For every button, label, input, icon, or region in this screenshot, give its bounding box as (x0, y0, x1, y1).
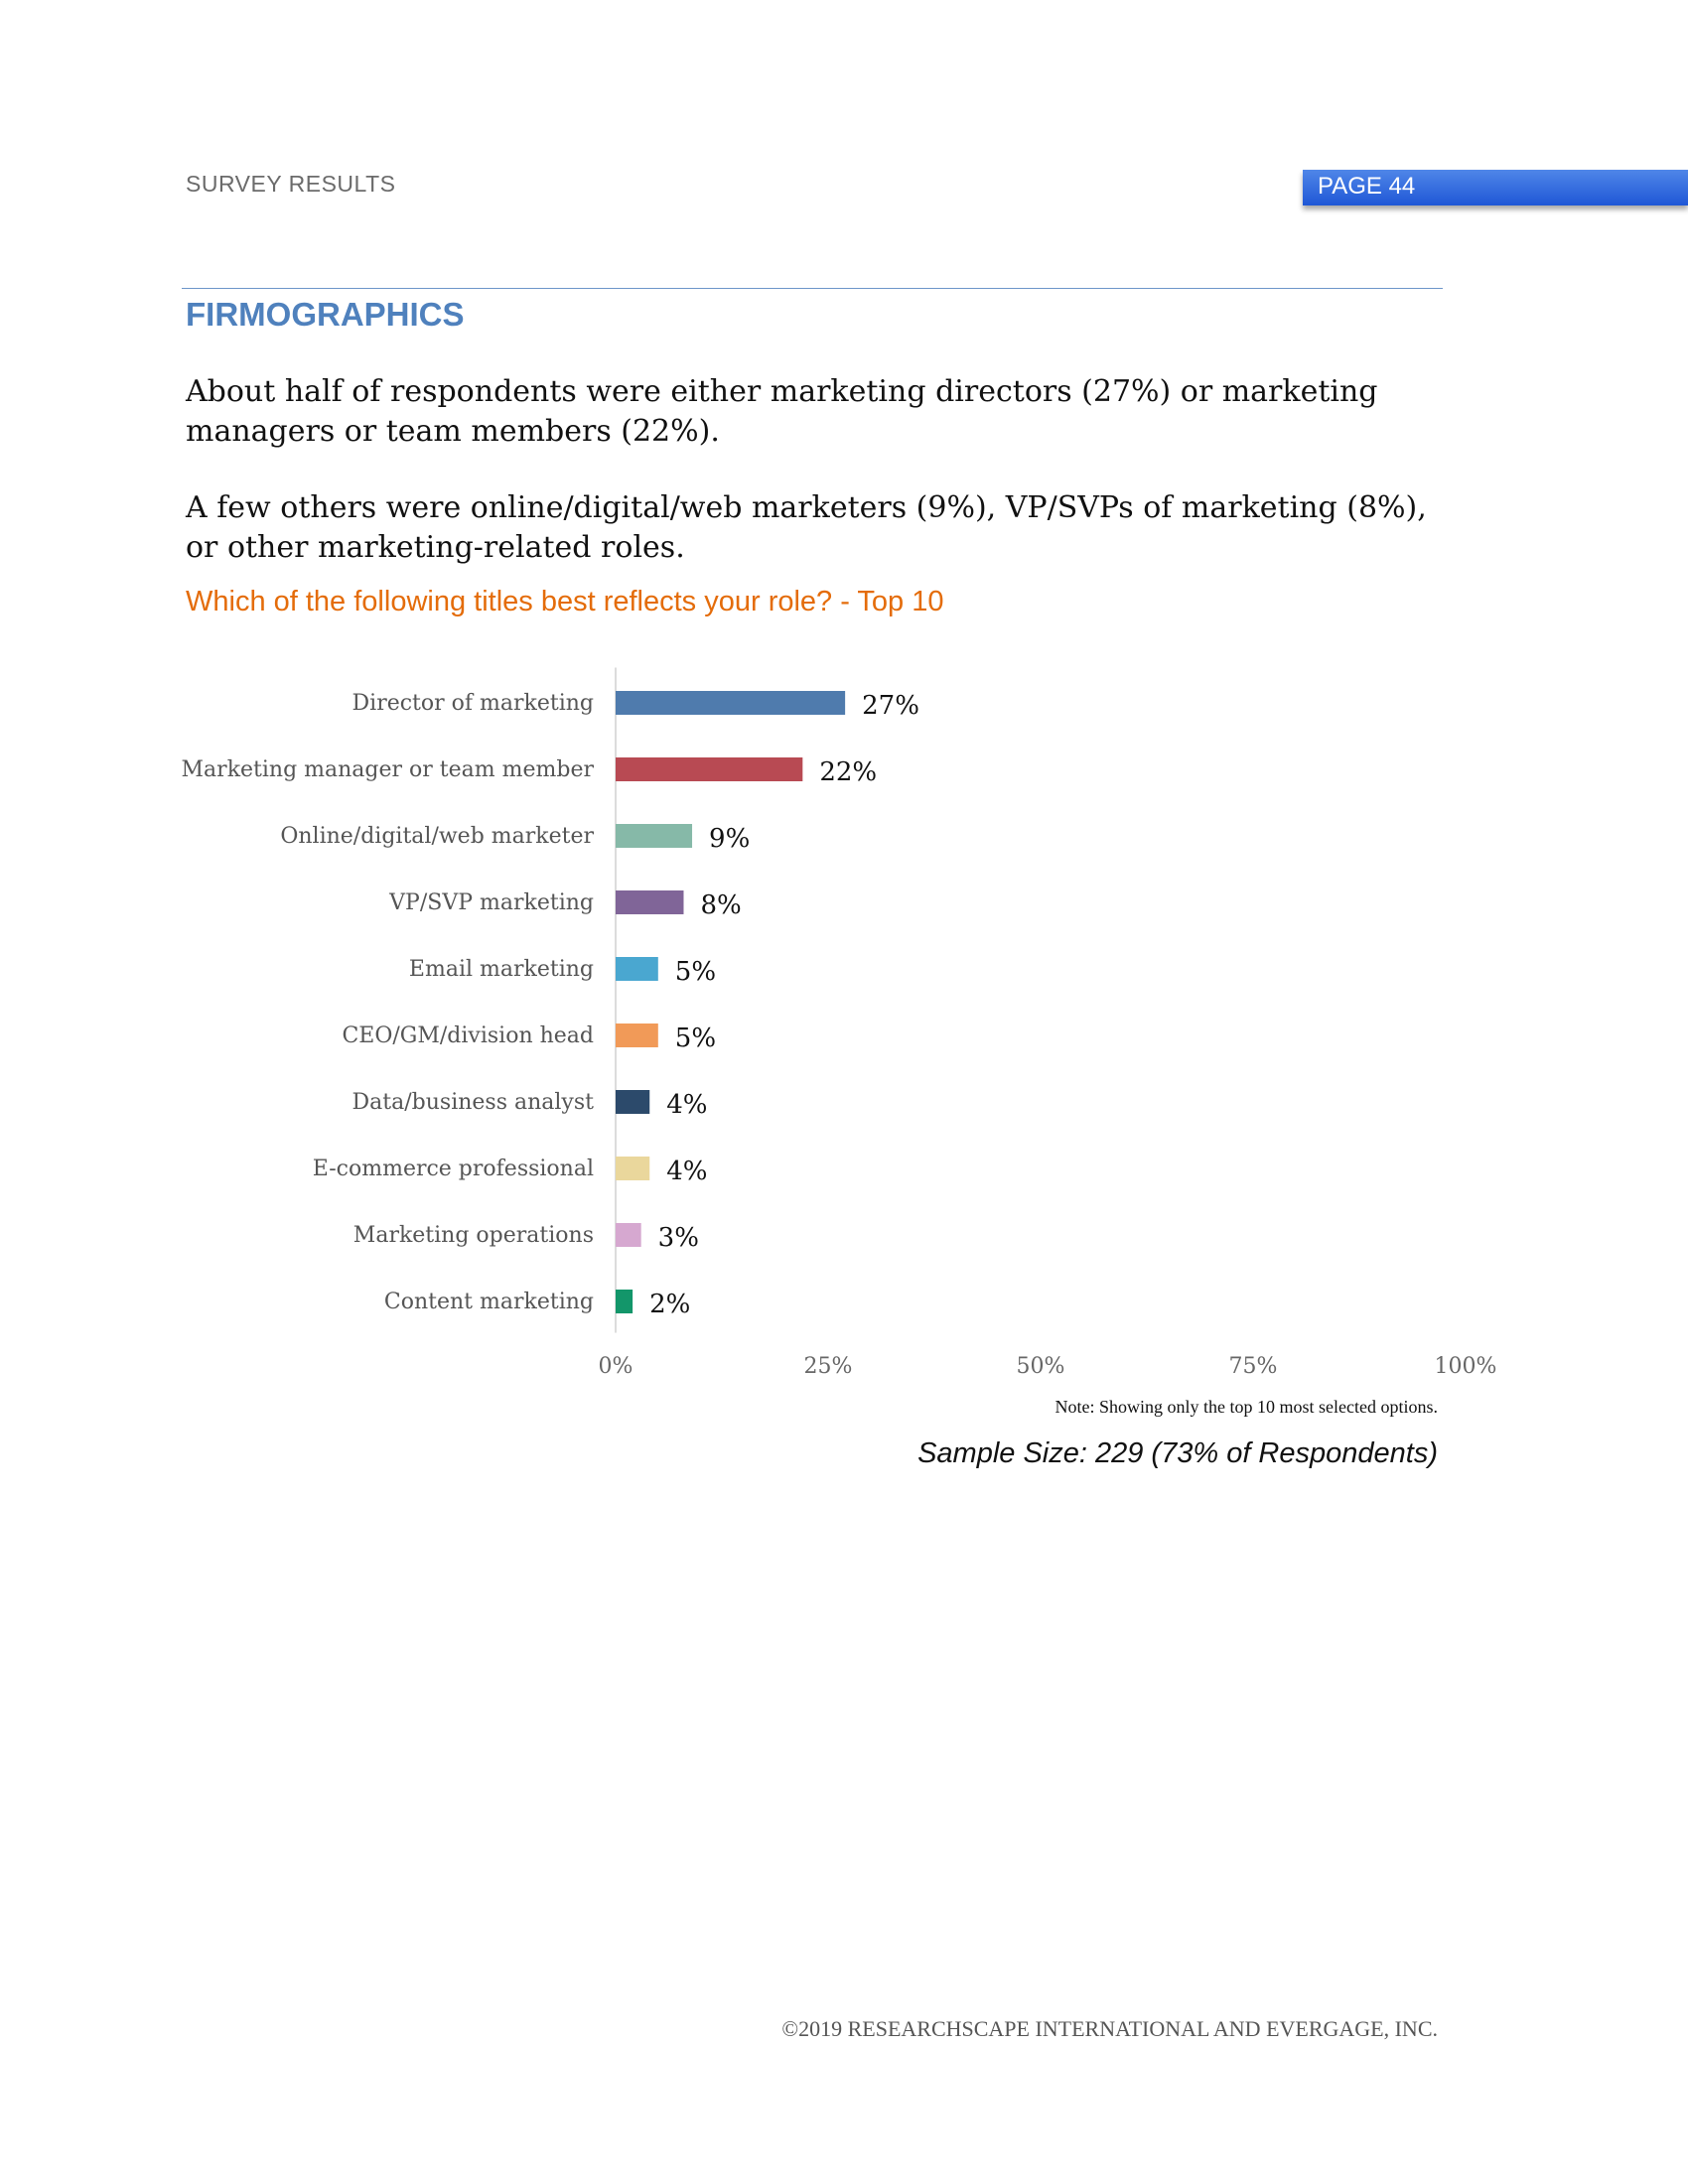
bar (616, 957, 658, 981)
bar (616, 691, 845, 715)
bar (616, 1223, 641, 1247)
data-label: 4% (666, 1090, 708, 1120)
data-label: 5% (674, 957, 717, 987)
chart-question-title: Which of the following titles best reflects your role? - Top 10 (186, 586, 944, 617)
data-label: 2% (649, 1290, 691, 1319)
bar (616, 890, 683, 914)
data-label: 8% (700, 890, 742, 920)
copyright-footer: ©2019 RESEARCHSCAPE INTERNATIONAL AND EVERGAGE, INC. (781, 2016, 1438, 2041)
summary-paragraph-2: A few others were online/digital/web marketers (9%), VP/SVPs of marketing (8%), or other marketing-related roles. (186, 490, 1427, 565)
running-header: SURVEY RESULTS (186, 171, 396, 197)
data-label: 5% (674, 1024, 717, 1053)
x-tick-label: 50% (1016, 1354, 1065, 1379)
category-label: VP/SVP marketing (389, 890, 594, 915)
data-label: 27% (862, 691, 919, 721)
x-tick-label: 100% (1434, 1354, 1497, 1379)
category-label: E-commerce professional (312, 1157, 594, 1181)
x-tick-label: 75% (1228, 1354, 1278, 1379)
page-number: PAGE 44 (1318, 173, 1416, 200)
data-label: 4% (666, 1157, 708, 1186)
bar (616, 1290, 633, 1313)
category-label: Director of marketing (352, 691, 594, 716)
category-label: Marketing operations (352, 1223, 594, 1248)
x-tick-label: 0% (598, 1354, 633, 1379)
category-label: Data/business analyst (352, 1090, 594, 1115)
x-tick-label: 25% (803, 1354, 853, 1379)
bar (616, 1090, 649, 1114)
chart-note: Note: Showing only the top 10 most selected options. (1055, 1397, 1438, 1417)
category-label: Email marketing (408, 957, 594, 982)
category-label: Online/digital/web marketer (280, 824, 594, 849)
data-label: 22% (819, 757, 878, 787)
section-title: FIRMOGRAPHICS (186, 296, 465, 333)
data-label: 9% (709, 824, 751, 854)
category-label: CEO/GM/division head (342, 1024, 594, 1048)
category-label: Content marketing (383, 1290, 594, 1314)
bar (616, 1157, 649, 1180)
data-label: 3% (657, 1223, 699, 1253)
bar (616, 824, 692, 848)
summary-paragraph-1: About half of respondents were either marketing directors (27%) or marketing managers or team members (22%). (186, 374, 1378, 449)
category-label: Marketing manager or team member (181, 757, 594, 782)
bar (616, 1024, 658, 1047)
sample-size: Sample Size: 229 (73% of Respondents) (917, 1437, 1438, 1469)
bar (616, 757, 802, 781)
